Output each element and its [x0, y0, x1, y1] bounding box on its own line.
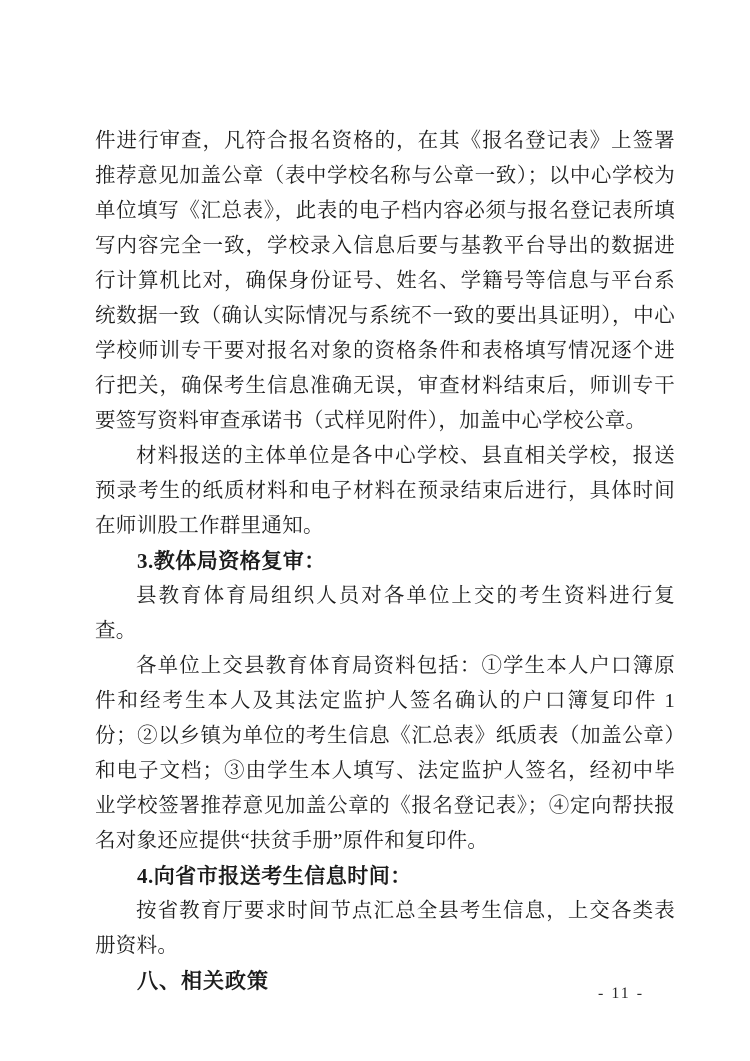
document-body [95, 124, 675, 999]
section-heading-8-policies: 八、相关政策 [137, 970, 269, 993]
body-paragraph-material-submission: 材料报送的主体单位是各中心学校、县直相关学校，报送预录考生的纸质材料和电子材料在预录结束后进行，具体时间在师训股工作群里通知。 [95, 445, 675, 537]
body-paragraph-recheck: 县教育体育局组织人员对各单位上交的考生资料进行复查。 [95, 585, 675, 642]
page-number: - 11 - [598, 985, 645, 1002]
body-paragraph-materials-list: 各单位上交县教育体育局资料包括：①学生本人户口簿原件和经考生本人及其法定监护人签名确认的户口簿复印件 1 份；②以乡镇为单位的考生信息《汇总表》纸质表（加盖公章）和电子文档；③由学生本人填写、法定监护人签名，经初中毕业学校签署推荐意见加盖公章的《报名登记表》；④定向帮扶报名对象还应提供“扶贫手册”原件和复印件。 [95, 655, 675, 852]
section-heading-3-review: 3.教体局资格复审： [137, 549, 326, 573]
body-paragraph-continuation: 件进行审查，凡符合报名资格的，在其《报名登记表》上签署推荐意见加盖公章（表中学校名称与公章一致）；以中心学校为单位填写《汇总表》，此表的电子档内容必须与报名登记表所填写内容完全一致，学校录入信息后要与基教平台导出的数据进行计算机比对，确保身份证号、姓名、学籍号等信息与平台系统数据一致（确认实际情况与系统不一致的要出具证明），中心学校师训专干要对报名对象的资格条件和表格填写情况逐个进行把关，确保考生信息准确无误，审查材料结束后，师训专干要签写资料审查承诺书（式样见附件），加盖中心学校公章。 [95, 130, 675, 432]
body-paragraph-province-report: 按省教育厅要求时间节点汇总全县考生信息，上交各类表册资料。 [95, 900, 675, 957]
section-heading-4-report-time: 4.向省市报送考生信息时间： [137, 864, 412, 888]
